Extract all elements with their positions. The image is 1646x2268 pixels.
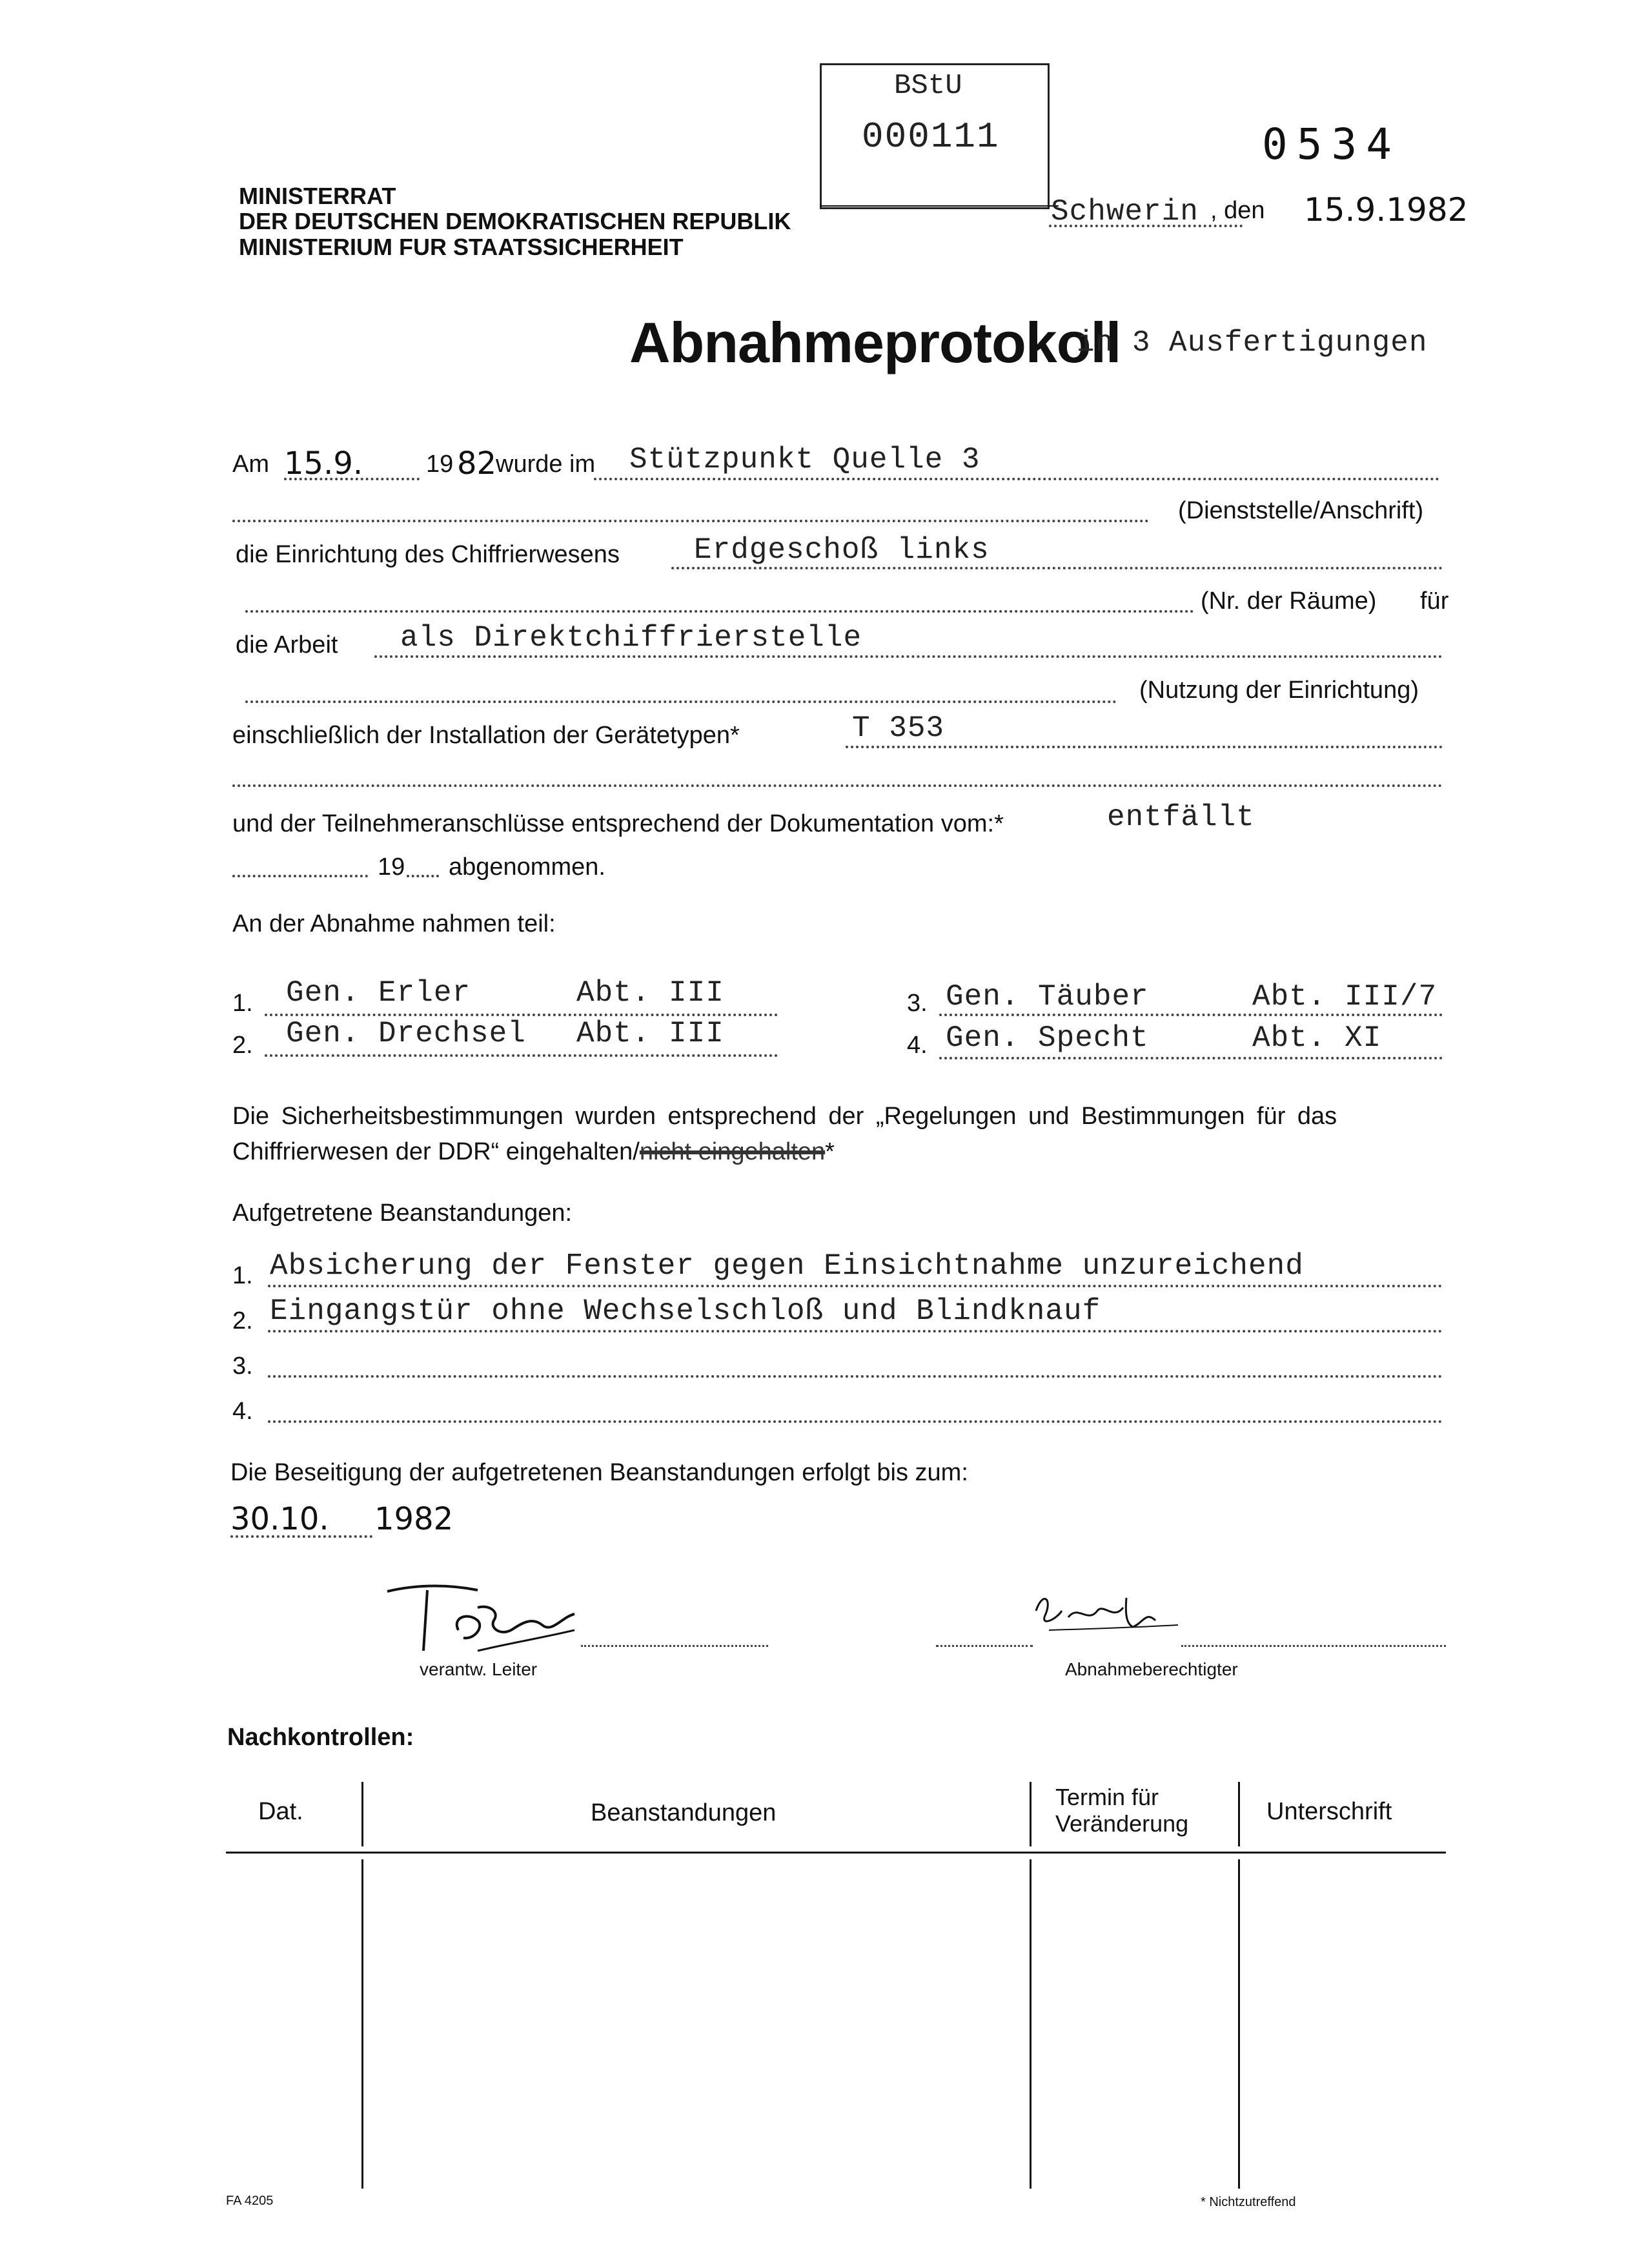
col-signature: Unterschrift bbox=[1266, 1798, 1392, 1825]
arbeit-dots bbox=[374, 655, 1443, 658]
participant-4-num: 4. bbox=[907, 1032, 928, 1059]
org-line-2: DER DEUTSCHEN DEMOKRATISCHEN REPUBLIK bbox=[239, 208, 791, 234]
geraete-value: T 353 bbox=[852, 711, 945, 745]
abg-label: abgenommen. bbox=[449, 853, 605, 881]
geraete-dots bbox=[846, 746, 1443, 748]
complaint-3-num: 3. bbox=[232, 1353, 253, 1380]
table-vline-1-lower bbox=[361, 1859, 363, 2189]
participant-3-dots bbox=[939, 1014, 1443, 1016]
am-date: 15.9. bbox=[284, 445, 363, 482]
complaint-3-dots bbox=[268, 1375, 1443, 1378]
col-termin: Termin für Veränderung bbox=[1055, 1784, 1189, 1837]
security-star: * bbox=[825, 1138, 835, 1165]
participant-3-name: Gen. Täuber bbox=[946, 980, 1149, 1014]
place-dots bbox=[1049, 225, 1243, 227]
geraete-extra-dots bbox=[232, 784, 1443, 787]
abg-year-dots bbox=[407, 875, 439, 877]
signature-left bbox=[381, 1578, 587, 1662]
fuer-label: für bbox=[1420, 587, 1449, 615]
signature-left-dots bbox=[581, 1645, 768, 1647]
geraete-label: einschließlich der Installation der Gerätetypen* bbox=[232, 722, 740, 749]
deadline-year: 1982 bbox=[374, 1501, 454, 1537]
arbeit-label: die Arbeit bbox=[236, 631, 338, 659]
signature-right bbox=[1023, 1585, 1191, 1643]
raeume-dots bbox=[245, 610, 1194, 613]
raeume-label: (Nr. der Räume) bbox=[1201, 587, 1377, 615]
table-vline-3 bbox=[1238, 1782, 1240, 1846]
complaint-4-num: 4. bbox=[232, 1398, 253, 1425]
einrichtung-label: die Einrichtung des Chiffrierwesens bbox=[236, 541, 620, 568]
table-header-rule bbox=[226, 1852, 1446, 1854]
deadline-dots bbox=[230, 1535, 372, 1538]
signature-right-dots-left bbox=[936, 1645, 1033, 1647]
complaints-heading: Aufgetretene Beanstandungen: bbox=[232, 1200, 573, 1227]
participant-2-name: Gen. Drechsel bbox=[286, 1017, 526, 1050]
participant-4-abt: Abt. XI bbox=[1252, 1021, 1382, 1055]
table-vline-3-lower bbox=[1238, 1859, 1240, 2189]
participant-1-num: 1. bbox=[232, 990, 253, 1017]
header-date: 15.9.1982 bbox=[1304, 191, 1468, 229]
signature-right-dots-right bbox=[1181, 1645, 1446, 1647]
participant-4-name: Gen. Specht bbox=[946, 1021, 1149, 1055]
place-line-dots bbox=[594, 478, 1439, 480]
am-label: Am bbox=[232, 451, 269, 478]
header-place: Schwerin bbox=[1051, 195, 1199, 229]
nachkontrollen-heading: Nachkontrollen: bbox=[227, 1724, 414, 1751]
year-prefix: 19 bbox=[426, 451, 454, 478]
form-code: FA 4205 bbox=[226, 2194, 274, 2208]
abg-date-dots bbox=[232, 875, 368, 877]
stamp-underline bbox=[820, 205, 1059, 207]
arbeit-value: als Direktchiffrierstelle bbox=[400, 621, 862, 655]
org-line-1: MINISTERRAT bbox=[239, 183, 396, 209]
participant-3-abt: Abt. III/7 bbox=[1252, 980, 1438, 1014]
complaint-1-text: Absicherung der Fenster gegen Einsichtnahme unzureichend bbox=[270, 1249, 1304, 1283]
participant-2-abt: Abt. III bbox=[576, 1017, 724, 1050]
security-struck-text: nicht eingehalten bbox=[639, 1138, 826, 1165]
year-value: 82 bbox=[457, 445, 497, 482]
nutzung-label: (Nutzung der Einrichtung) bbox=[1139, 677, 1419, 704]
participant-1-dots bbox=[265, 1014, 778, 1016]
am-date-dots bbox=[284, 478, 420, 480]
wurde-label: wurde im bbox=[496, 451, 596, 478]
signature-right-label: Abnahmeberechtigter bbox=[1065, 1659, 1238, 1679]
participant-2-dots bbox=[265, 1054, 778, 1057]
complaint-1-dots bbox=[268, 1285, 1443, 1287]
complaint-1-num: 1. bbox=[232, 1262, 253, 1289]
title-suffix: in 3 Ausfertigungen bbox=[1077, 326, 1428, 360]
signature-left-label: verantw. Leiter bbox=[420, 1659, 538, 1679]
security-line-1: Die Sicherheitsbestimmungen wurden entsprechend der „Regelungen und Bestimmungen für das bbox=[232, 1103, 1337, 1130]
place-value: Stützpunkt Quelle 3 bbox=[629, 443, 980, 476]
table-vline-2 bbox=[1030, 1782, 1031, 1846]
participants-heading: An der Abnahme nahmen teil: bbox=[232, 910, 556, 937]
table-vline-2-lower bbox=[1030, 1859, 1031, 2189]
participant-3-num: 3. bbox=[907, 990, 928, 1017]
complaint-4-dots bbox=[268, 1420, 1443, 1423]
dienststelle-label: (Dienststelle/Anschrift) bbox=[1178, 497, 1424, 524]
org-line-3: MINISTERIUM FUR STAATSSICHERHEIT bbox=[239, 234, 684, 260]
deadline-date: 30.10. bbox=[230, 1501, 329, 1537]
security-line-2-text: Chiffrierwesen der DDR“ eingehalten/ bbox=[232, 1138, 640, 1165]
col-date: Dat. bbox=[258, 1798, 303, 1825]
dienststelle-dots bbox=[232, 520, 1149, 522]
einrichtung-value: Erdgeschoß links bbox=[694, 533, 990, 567]
participant-4-dots bbox=[939, 1057, 1443, 1059]
page-title: Abnahmeprotokoll bbox=[629, 311, 1121, 374]
security-line-2 bbox=[232, 1138, 835, 1166]
participant-1-abt: Abt. III bbox=[576, 976, 724, 1010]
footnote: * Nichtzutreffend bbox=[1201, 2195, 1296, 2209]
header-date-prefix: , den bbox=[1210, 197, 1265, 224]
table-vline-1 bbox=[361, 1782, 363, 1846]
complaint-2-dots bbox=[268, 1330, 1443, 1333]
deadline-label: Die Beseitigung der aufgetretenen Beanstandungen erfolgt bis zum: bbox=[230, 1459, 968, 1486]
complaint-2-num: 2. bbox=[232, 1307, 253, 1334]
stamp-number: 000111 bbox=[862, 116, 1000, 158]
nutzung-dots bbox=[245, 700, 1117, 703]
complaint-2-text: Eingangstür ohne Wechselschloß und Blindknauf bbox=[270, 1294, 1101, 1328]
document-number: 0534 bbox=[1262, 119, 1401, 169]
teilnehmer-label: und der Teilnehmeranschlüsse entsprechend der Dokumentation vom:* bbox=[232, 810, 1004, 837]
col-complaints: Beanstandungen bbox=[591, 1799, 777, 1826]
abg-year: 19 bbox=[378, 853, 405, 881]
stamp-label: BStU bbox=[894, 70, 962, 102]
participant-1-name: Gen. Erler bbox=[286, 976, 471, 1010]
einrichtung-dots bbox=[671, 567, 1443, 569]
teilnehmer-value: entfällt bbox=[1107, 801, 1255, 834]
participant-2-num: 2. bbox=[232, 1032, 253, 1059]
